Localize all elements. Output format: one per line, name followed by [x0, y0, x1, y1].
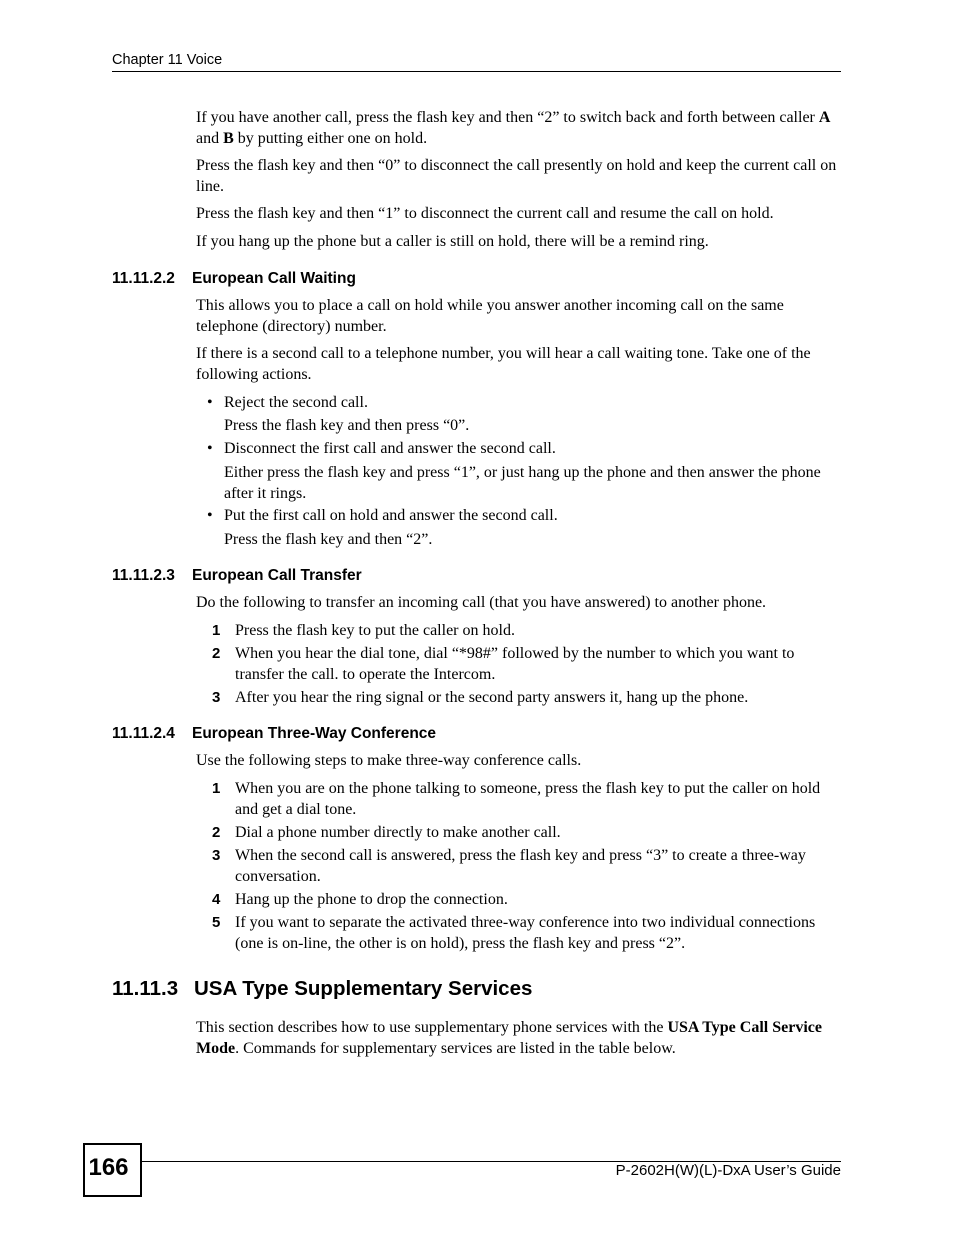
bullet-marker: • — [207, 440, 213, 457]
list-item: Put the first call on hold and answer the second call. — [224, 507, 558, 524]
usa-paragraph-1 — [196, 1017, 841, 1059]
intro-p1-text-b: by putting either one on hold. — [233, 130, 428, 147]
usa-p1-text-a: This section describes how to use supplementary phone services with the — [196, 1019, 668, 1036]
heading-european-call-transfer — [112, 567, 362, 585]
step-text: Press the flash key to put the caller on hold. — [235, 622, 515, 639]
section-number: 11.11.2.4 — [112, 725, 175, 742]
list-item-detail: Either press the flash key and press “1”, or just hang up the phone and then answer the phone after it rings. — [224, 464, 821, 502]
heading-european-call-waiting — [112, 270, 356, 288]
section-title: European Call Waiting — [192, 270, 356, 287]
waiting-paragraph-2: If there is a second call to a telephone number, you will hear a call waiting tone. Take one of the following actions. — [196, 345, 811, 383]
step-number: 5 — [212, 914, 221, 931]
running-header: Chapter 11 Voice — [112, 52, 223, 68]
page-number: 166 — [88, 1154, 129, 1181]
caller-a-label: A — [818, 109, 831, 126]
intro-paragraph-1 — [196, 107, 841, 149]
heading-usa-type-supplementary-services — [112, 977, 532, 1001]
step-number: 2 — [212, 645, 221, 662]
step-text: Dial a phone number directly to make another call. — [235, 824, 561, 841]
intro-p1-text-a: If you have another call, press the flash key and then “2” to switch back and forth between caller — [196, 109, 819, 126]
list-item: Disconnect the first call and answer the second call. — [224, 440, 556, 457]
step-text: When the second call is answered, press the flash key and press “3” to create a three-way conversation. — [235, 847, 806, 885]
intro-p1-and: and — [196, 130, 224, 147]
header-rule — [112, 71, 841, 72]
transfer-paragraph-1: Do the following to transfer an incoming call (that you have answered) to another phone. — [196, 594, 767, 611]
step-number: 1 — [212, 622, 221, 639]
page-number-box — [83, 1143, 142, 1197]
step-text: When you hear the dial tone, dial “*98#” followed by the number to which you want to transfer the call. to operate the Intercom. — [235, 645, 795, 683]
list-item-detail: Press the flash key and then “2”. — [224, 531, 433, 548]
usa-p1-text-b: . Commands for supplementary services are listed in the table below. — [235, 1040, 676, 1057]
section-number: 11.11.3 — [112, 977, 179, 1000]
step-text: If you want to separate the activated three-way conference into two individual connections (one is on-line, the other is on hold), press the flash key and press “2”. — [235, 914, 816, 952]
section-number: 11.11.2.2 — [112, 270, 175, 287]
step-text: Hang up the phone to drop the connection. — [235, 891, 508, 908]
usa-mode-name: USA Type Call Service Mode — [196, 1019, 822, 1057]
step-number: 2 — [212, 824, 221, 841]
section-title: USA Type Supplementary Services — [194, 977, 533, 1000]
section-title: European Three-Way Conference — [192, 725, 437, 742]
step-number: 3 — [212, 847, 221, 864]
caller-b-label: B — [223, 130, 234, 147]
step-number: 1 — [212, 780, 221, 797]
section-title: European Call Transfer — [192, 567, 362, 584]
footer-guide-title: P-2602H(W)(L)-DxA User’s Guide — [615, 1162, 841, 1179]
step-number: 4 — [212, 891, 221, 908]
intro-paragraph-2: Press the flash key and then “0” to disconnect the call presently on hold and keep the current call on line. — [196, 157, 837, 195]
section-number: 11.11.2.3 — [112, 567, 175, 584]
waiting-paragraph-1: This allows you to place a call on hold while you answer another incoming call on the same telephone (directory) number. — [196, 297, 784, 335]
list-item-detail: Press the flash key and then press “0”. — [224, 417, 470, 434]
step-number: 3 — [212, 689, 221, 706]
bullet-marker: • — [207, 507, 213, 524]
step-text: When you are on the phone talking to someone, press the flash key to put the caller on hold and get a dial tone. — [235, 780, 821, 818]
conference-paragraph-1: Use the following steps to make three-way conference calls. — [196, 752, 582, 769]
step-text: After you hear the ring signal or the second party answers it, hang up the phone. — [235, 689, 749, 706]
intro-paragraph-3: Press the flash key and then “1” to disconnect the current call and resume the call on hold. — [196, 205, 774, 222]
intro-paragraph-4: If you hang up the phone but a caller is still on hold, there will be a remind ring. — [196, 233, 709, 250]
bullet-marker: • — [207, 394, 213, 411]
heading-european-three-way-conference — [112, 725, 436, 743]
list-item: Reject the second call. — [224, 394, 368, 411]
